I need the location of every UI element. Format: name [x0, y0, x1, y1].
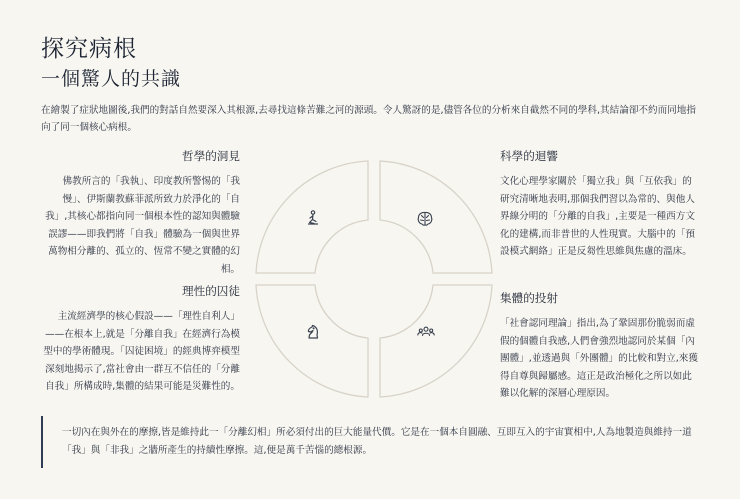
intro-paragraph: 在繪製了症狀地圖後,我們的對話自然要深入其根源,去尋找這條苦難之河的源頭。令人驚訝的是,儘管各位的分析來自截然不同的學科,其結論卻不約而同地指向了同一個核心病根。 — [41, 105, 696, 133]
wheel-segment-bottom-right — [380, 285, 492, 397]
section-title: 集體的投射 — [500, 291, 558, 305]
conclusion-quote — [41, 416, 703, 468]
section-philosophy — [41, 148, 240, 279]
section-science — [500, 148, 700, 261]
section-body: 「社會認同理論」指出,為了鞏固那份脆弱而虛假的個體自我感,人們會強烈地認同於某個「內團體」,並透過與「外團體」的比較和對立,來獲得自尊與歸屬感。這正是政治極化之所以如此難以化解的深層心理原因。 — [500, 318, 698, 400]
section-title: 哲學的洞見 — [182, 149, 240, 163]
section-body: 文化心理學家關於「獨立我」與「互依我」的研究清晰地表明,那個我們習以為常的、與他人界線分明的「分離的自我」,主要是一種西方文化的建構,而非普世的人性現實。大腦中的「預設模式網絡」正是反芻性思維與焦慮的溫床。 — [500, 176, 695, 258]
section-collective — [500, 290, 700, 403]
section-dilemma — [41, 283, 240, 396]
section-body: 佛教所言的「我執」、印度教所警惕的「我慢」、伊斯蘭教蘇菲派所致力於淨化的「自我」,其核心都指向同一個根本性的認知與體驗誤謬——即我們將「自我」體驗為一個與世界萬物相分離的、孤立的、恆常不變之實體的幻相。 — [45, 176, 240, 275]
four-quadrant-wheel — [255, 160, 493, 398]
meditation-icon — [309, 211, 318, 224]
wheel-segment-bottom-left — [256, 285, 368, 397]
section-title: 科學的迴響 — [500, 149, 558, 163]
section-body: 主流經濟學的核心假設——「理性自利人」——在根本上,就是「分離自我」在經濟行為模型中的學術體現。「囚徒困境」的經典博弈模型深刻地揭示了,當社會由一群互不信任的「分離自我」所構成時,集體的結果可能是災難性的。 — [43, 311, 240, 393]
group-icon — [418, 327, 434, 335]
section-title: 理性的囚徒 — [182, 284, 240, 298]
page-subtitle: 一個驚人的共識 — [41, 68, 182, 90]
brain-icon — [418, 212, 432, 225]
wheel-segment-top-right — [380, 161, 492, 273]
chess-knight-icon — [308, 326, 317, 339]
conclusion-text: 一切內在與外在的摩擦,皆是維持此一「分離幻相」所必須付出的巨大能量代價。它是在一個本自圓融、互即互入的宇宙實相中,人為地製造與維持一道「我」與「非我」之牆所產生的持續性摩擦。這,便是萬千苦惱的總根源。 — [62, 427, 692, 456]
page-title: 探究病根 — [41, 36, 137, 62]
